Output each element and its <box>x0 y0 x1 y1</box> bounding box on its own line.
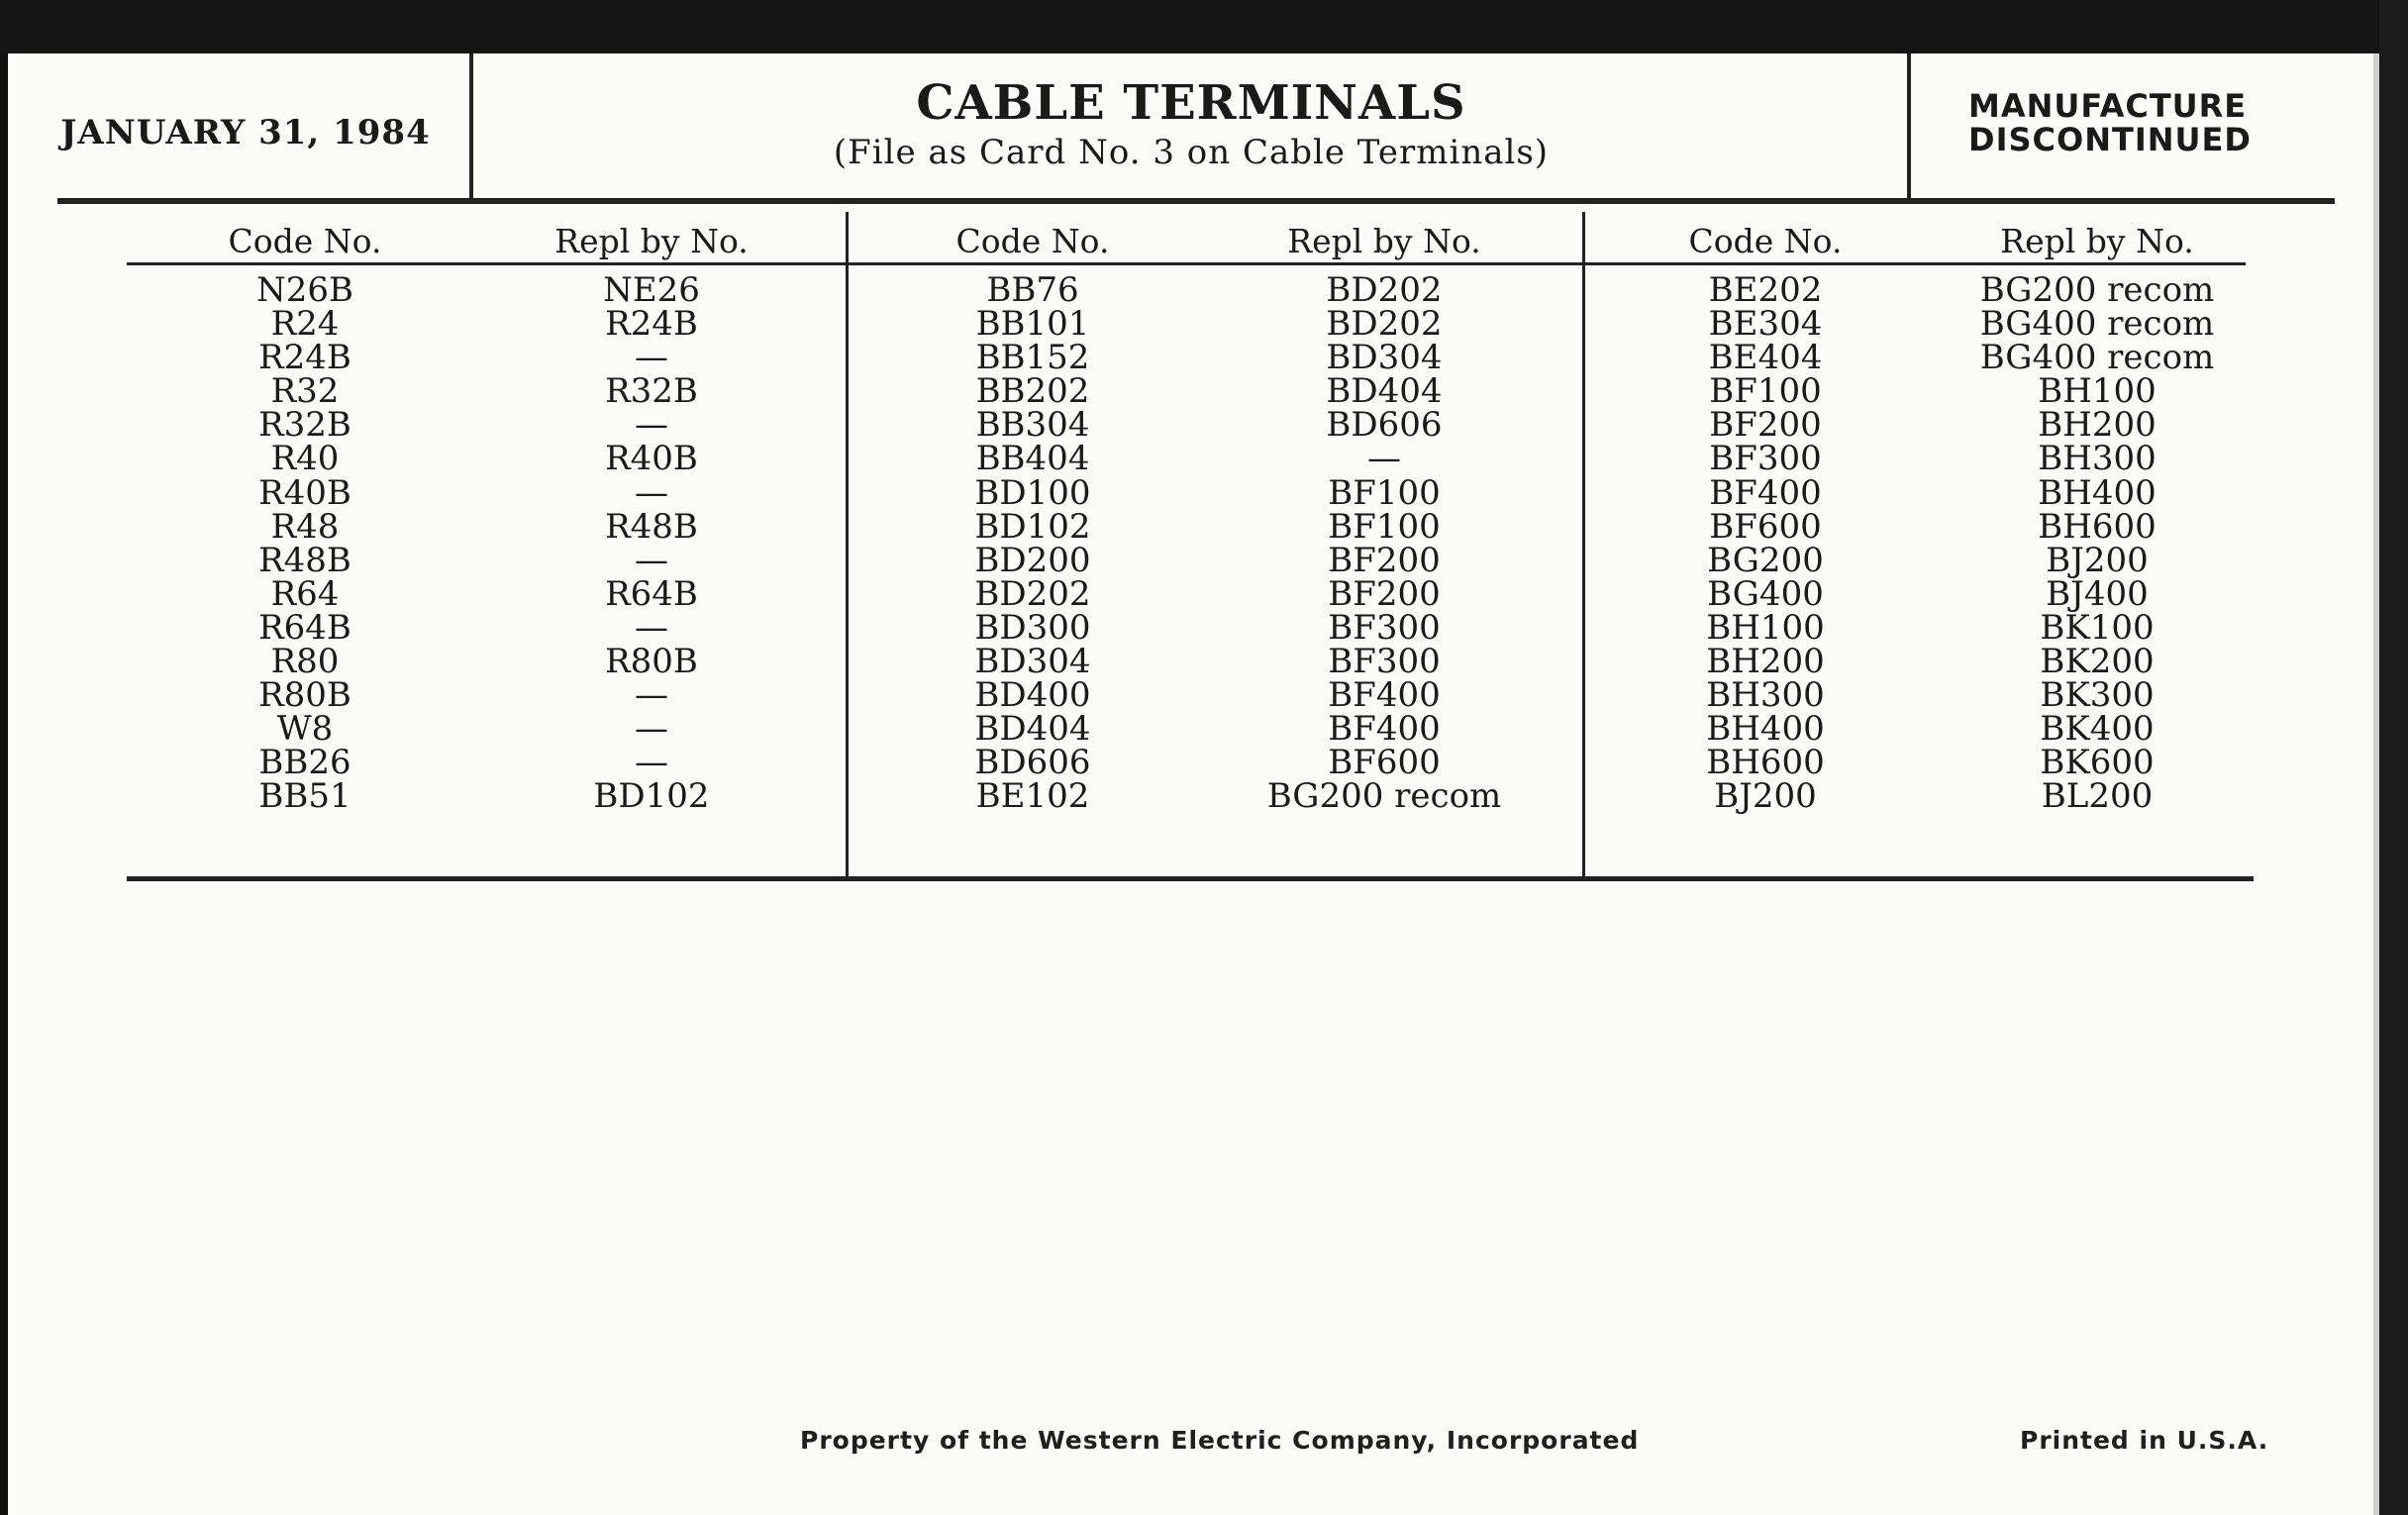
code-header: Code No. <box>955 222 1110 260</box>
repl-cell: R48B <box>605 506 698 547</box>
code-column-3 <box>1627 212 1904 817</box>
repl-list <box>1226 270 1543 817</box>
document-date: JANUARY 31, 1984 <box>60 113 431 152</box>
code-cell: BF200 <box>1709 405 1822 446</box>
repl-cell: BG400 recom <box>1979 338 2215 378</box>
code-cell: N26B <box>256 270 353 310</box>
repl-cell: BD202 <box>1326 270 1443 310</box>
repl-column-1 <box>503 212 800 817</box>
repl-cell: BF400 <box>1328 675 1441 716</box>
repl-cell: — <box>635 607 668 648</box>
repl-cell: BD202 <box>1326 304 1443 345</box>
scan-top-border <box>0 0 2408 53</box>
code-cell: BB202 <box>975 371 1090 412</box>
repl-cell: — <box>635 540 668 580</box>
status-label <box>1968 89 2295 156</box>
repl-cell: BL200 <box>2041 776 2154 817</box>
code-cell: BG200 <box>1707 540 1824 580</box>
repl-cell: BK300 <box>2040 675 2155 716</box>
code-cell: BB404 <box>975 439 1090 479</box>
code-cell: BD606 <box>974 743 1091 783</box>
status-line-1: MANUFACTURE <box>1968 87 2248 125</box>
code-cell: BE304 <box>1708 304 1823 345</box>
repl-cell: BF200 <box>1328 540 1441 580</box>
code-cell: BB304 <box>975 405 1090 446</box>
repl-list <box>1954 270 2241 817</box>
code-cell: R24 <box>270 304 340 345</box>
repl-cell: BG200 recom <box>1266 776 1502 817</box>
code-cell: BB76 <box>986 270 1079 310</box>
code-cell: BH300 <box>1706 675 1825 716</box>
code-cell: BG400 <box>1707 573 1824 614</box>
scan-right-border <box>2379 0 2408 1515</box>
repl-header: Repl by No. <box>1287 222 1481 260</box>
group-divider-2 <box>1582 212 1585 881</box>
code-cell: BD404 <box>974 709 1091 750</box>
repl-cell: BH300 <box>2038 439 2157 479</box>
repl-column-3 <box>1954 212 2241 817</box>
document-card <box>8 53 2379 1515</box>
code-column-1 <box>166 212 444 817</box>
repl-cell: BF300 <box>1328 642 1441 682</box>
code-cell: W8 <box>276 709 334 750</box>
repl-cell: BG200 recom <box>1979 270 2215 310</box>
repl-cell: BH600 <box>2038 506 2157 547</box>
repl-cell: R40B <box>605 439 698 479</box>
code-cell: R40B <box>258 472 351 513</box>
code-cell: BF400 <box>1709 472 1822 513</box>
code-cell: BD100 <box>974 472 1091 513</box>
repl-cell: — <box>635 338 668 378</box>
code-cell: R80B <box>258 675 351 716</box>
code-list <box>1627 270 1904 817</box>
code-cell: BH200 <box>1706 642 1825 682</box>
code-cell: R32 <box>270 371 340 412</box>
code-list <box>894 270 1171 817</box>
repl-cell: BG400 recom <box>1979 304 2215 345</box>
code-cell: R48 <box>270 506 340 547</box>
repl-column-2 <box>1226 212 1543 817</box>
repl-cell: — <box>635 405 668 446</box>
code-cell: BB101 <box>975 304 1090 345</box>
repl-cell: R80B <box>605 642 698 682</box>
code-cell: R64B <box>258 607 351 648</box>
table-bottom-rule <box>127 876 2254 881</box>
repl-cell: BK400 <box>2040 709 2155 750</box>
code-cell: BF600 <box>1709 506 1822 547</box>
repl-cell: BF100 <box>1328 472 1441 513</box>
code-cell: BF100 <box>1709 371 1822 412</box>
repl-list <box>503 270 800 817</box>
repl-cell: BK200 <box>2040 642 2155 682</box>
code-cell: BD200 <box>974 540 1091 580</box>
repl-cell: R32B <box>605 371 698 412</box>
code-cell: BE102 <box>975 776 1090 817</box>
repl-cell: — <box>635 472 668 513</box>
repl-cell: BD102 <box>593 776 710 817</box>
repl-cell: BH400 <box>2038 472 2157 513</box>
footer-property: Property of the Western Electric Company, Incorporated <box>800 1426 1640 1455</box>
repl-cell: BH200 <box>2038 405 2157 446</box>
code-cell: R48B <box>258 540 351 580</box>
repl-cell: BK100 <box>2040 607 2155 648</box>
repl-cell: BD404 <box>1326 371 1443 412</box>
code-cell: R32B <box>258 405 351 446</box>
table-header-rule <box>127 262 2246 265</box>
footer-printed: Printed in U.S.A. <box>2020 1426 2269 1455</box>
repl-cell: BF400 <box>1328 709 1441 750</box>
code-cell: R80 <box>270 642 340 682</box>
repl-cell: BJ400 <box>2046 573 2149 614</box>
code-cell: BF300 <box>1709 439 1822 479</box>
code-cell: BH600 <box>1706 743 1825 783</box>
repl-cell: BJ200 <box>2046 540 2149 580</box>
status-line-2: DISCONTINUED <box>1968 121 2252 158</box>
code-cell: BB152 <box>975 338 1090 378</box>
repl-cell: — <box>635 675 668 716</box>
code-cell: BD400 <box>974 675 1091 716</box>
repl-cell: NE26 <box>603 270 700 310</box>
code-cell: R40 <box>270 439 340 479</box>
repl-cell: BF300 <box>1328 607 1441 648</box>
repl-header: Repl by No. <box>554 222 749 260</box>
code-column-2 <box>894 212 1171 817</box>
header-divider-right <box>1907 53 1911 198</box>
code-cell: R24B <box>258 338 351 378</box>
code-list <box>166 270 444 817</box>
repl-cell: BK600 <box>2040 743 2155 783</box>
code-cell: BJ200 <box>1714 776 1817 817</box>
header-rule <box>57 198 2335 204</box>
repl-cell: BH100 <box>2038 371 2157 412</box>
code-cell: BB51 <box>258 776 351 817</box>
replacement-table <box>127 212 2256 885</box>
code-cell: BE202 <box>1708 270 1823 310</box>
repl-cell: BF100 <box>1328 506 1441 547</box>
code-cell: BD304 <box>974 642 1091 682</box>
repl-cell: — <box>635 709 668 750</box>
code-cell: R64 <box>270 573 340 614</box>
repl-header: Repl by No. <box>2000 222 2194 260</box>
document-title: CABLE TERMINALS <box>916 75 1466 131</box>
code-cell: BD202 <box>974 573 1091 614</box>
code-header: Code No. <box>1688 222 1843 260</box>
code-cell: BH400 <box>1706 709 1825 750</box>
code-cell: BE404 <box>1708 338 1823 378</box>
repl-cell: BF200 <box>1328 573 1441 614</box>
code-header: Code No. <box>228 222 382 260</box>
repl-cell: R24B <box>605 304 698 345</box>
group-divider-1 <box>846 212 849 881</box>
repl-cell: BF600 <box>1328 743 1441 783</box>
code-cell: BH100 <box>1706 607 1825 648</box>
repl-cell: R64B <box>605 573 698 614</box>
repl-cell: — <box>635 743 668 783</box>
repl-cell: BD606 <box>1326 405 1443 446</box>
code-cell: BD102 <box>974 506 1091 547</box>
code-cell: BD300 <box>974 607 1091 648</box>
repl-cell: BD304 <box>1326 338 1443 378</box>
repl-cell: — <box>1367 439 1401 479</box>
document-subtitle: (File as Card No. 3 on Cable Terminals) <box>833 133 1550 172</box>
code-cell: BB26 <box>258 743 351 783</box>
